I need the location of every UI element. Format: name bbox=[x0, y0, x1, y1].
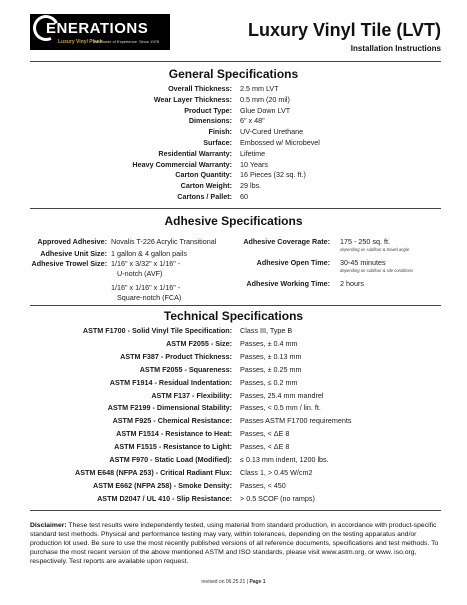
page-number: Page 1 bbox=[249, 579, 266, 585]
technical-spec-label: ASTM E662 (NFPA 258) - Smoke Density: bbox=[93, 480, 232, 490]
adhesive-specs-heading: Adhesive Specifications bbox=[164, 214, 303, 228]
document-title: Luxury Vinyl Tile (LVT) bbox=[247, 20, 441, 40]
general-spec-value: Embossed w/ Microbevel bbox=[240, 138, 320, 147]
technical-spec-value: Passes, < ΔE 8 bbox=[240, 442, 290, 452]
technical-spec-label: ASTM F2055 - Size: bbox=[166, 338, 232, 348]
general-spec-label: Carton Quantity: bbox=[175, 170, 232, 180]
technical-spec-label: ASTM F387 - Product Thickness: bbox=[120, 351, 232, 361]
general-spec-label: Wear Layer Thickness: bbox=[153, 94, 232, 104]
approved-adhesive-label: Approved Adhesive: bbox=[37, 237, 107, 246]
technical-specs-heading: Technical Specifications bbox=[163, 309, 304, 323]
general-spec-label: Carton Weight: bbox=[180, 181, 232, 191]
technical-spec-value: Passes, ± 0.25 mm bbox=[240, 364, 302, 374]
page-footer bbox=[0, 579, 467, 585]
general-specs-heading: General Specifications bbox=[168, 67, 299, 81]
technical-spec-label: ASTM F2055 - Squareness: bbox=[139, 364, 232, 374]
general-spec-label: Cartons / Pallet: bbox=[177, 192, 232, 201]
open-time-note: depending on subfloor & site conditions bbox=[340, 268, 414, 273]
technical-spec-value: Passes, ± 0.4 mm bbox=[240, 338, 298, 348]
document-subtitle: Installation Instructions bbox=[350, 44, 441, 53]
header-divider bbox=[30, 61, 441, 62]
technical-spec-value: Class 1, > 0.45 W/cm2 bbox=[240, 467, 313, 477]
adhesive-open-time-value: 30-45 minutes depending on subfloor & site conditions bbox=[340, 258, 414, 273]
general-spec-label: Residential Warranty: bbox=[158, 148, 232, 158]
adhesive-coverage-label: Adhesive Coverage Rate: bbox=[243, 237, 330, 246]
adhesive-trowel-value-2: U-notch (AVF) bbox=[117, 269, 163, 278]
adhesive-open-time-label: Adhesive Open Time: bbox=[256, 258, 330, 267]
technical-spec-value: Passes, ≤ 0.2 mm bbox=[240, 377, 298, 387]
adhesive-working-time-label: Adhesive Working Time: bbox=[246, 279, 330, 288]
general-spec-value: 60 bbox=[240, 192, 248, 201]
coverage-note: depending on subfloor & trowel angle bbox=[340, 247, 410, 252]
technical-spec-label: ASTM F1914 - Residual Indentation: bbox=[109, 377, 232, 387]
general-spec-value: Lifetime bbox=[240, 148, 266, 158]
technical-spec-value: Passes, < ΔE 8 bbox=[240, 429, 290, 439]
technical-spec-label: ASTM F1515 - Resistance to Light: bbox=[114, 442, 232, 452]
disclaimer-text: These test results were independently tested, using material from standard production, in accordance with product-specific standard test methods. Physical and performance testing may vary, within tolerances, depending on the testing apparatus and/or production lot used. Be sure to use the most recently published versions of all reference documents, specifications and test methods. To purchase the most recent version of the above mentioned ASTM and ISO standards, please visit www.astm.org. or www. iso.org, respectively. Test reports are available upon request. bbox=[30, 522, 439, 565]
general-spec-label: Product Type: bbox=[184, 105, 232, 115]
adhesive-unit-label: Adhesive Unit Size: bbox=[40, 249, 107, 258]
footer-separator: | bbox=[246, 579, 249, 585]
technical-divider bbox=[30, 510, 441, 511]
general-spec-value: 6" x 48" bbox=[240, 116, 265, 126]
generations-logo bbox=[30, 14, 170, 50]
general-spec-label: Overall Thickness: bbox=[168, 84, 232, 93]
adhesive-working-time-value: 2 hours bbox=[340, 279, 364, 288]
general-spec-label: Finish: bbox=[208, 127, 232, 137]
technical-spec-value: > 0.5 SCOF (no ramps) bbox=[240, 493, 315, 503]
general-spec-value: 29 lbs. bbox=[240, 181, 262, 191]
general-spec-label: Dimensions: bbox=[188, 116, 232, 126]
general-spec-value: 10 Years bbox=[240, 159, 268, 169]
disclaimer bbox=[30, 521, 440, 566]
general-spec-value: UV-Cured Urethane bbox=[240, 127, 304, 137]
technical-spec-label: ASTM F1700 - Solid Vinyl Tile Specification: bbox=[82, 326, 232, 335]
logo-tagline-2: The Power of Experience bbox=[92, 39, 137, 44]
technical-spec-value: Passes ASTM F1700 requirements bbox=[240, 416, 352, 426]
technical-spec-value: Passes, < 450 bbox=[240, 480, 286, 490]
technical-spec-label: ASTM E648 (NFPA 253) - Critical Radiant Flux: bbox=[75, 467, 232, 477]
approved-adhesive-value: Novalis T-226 Acrylic Transitional bbox=[111, 237, 217, 246]
adhesive-trowel-label: Adhesive Trowel Size: bbox=[31, 259, 107, 268]
logo-tagline: Luxury Vinyl Plank bbox=[58, 39, 103, 45]
general-spec-value: Glue Down LVT bbox=[240, 105, 291, 115]
general-divider bbox=[30, 208, 441, 209]
technical-spec-label: ASTM F1514 - Resistance to Heat: bbox=[116, 429, 232, 439]
technical-spec-value: Passes, < 0.5 mm / lin. ft. bbox=[240, 403, 321, 413]
general-spec-label: Heavy Commercial Warranty: bbox=[132, 159, 232, 169]
technical-spec-label: ASTM D2047 / UL 410 - Slip Resistance: bbox=[97, 493, 232, 503]
technical-spec-value: Passes, ± 0.13 mm bbox=[240, 351, 302, 361]
adhesive-trowel-value-4: Square-notch (FCA) bbox=[117, 293, 182, 302]
logo-brand: ENERATIONS bbox=[46, 20, 149, 37]
technical-spec-label: ASTM F925 - Chemical Resistance: bbox=[112, 416, 232, 426]
general-spec-value: 2.5 mm LVT bbox=[240, 84, 279, 93]
general-spec-label: Surface: bbox=[203, 138, 232, 147]
adhesive-unit-value: 1 gallon & 4 gallon pails bbox=[111, 249, 187, 258]
technical-spec-value: Class III, Type B bbox=[240, 326, 293, 335]
technical-spec-label: ASTM F2199 - Dimensional Stability: bbox=[107, 403, 232, 413]
general-spec-value: 0.5 mm (20 mil) bbox=[240, 94, 290, 104]
technical-spec-label: ASTM F970 - Static Load (Modified): bbox=[109, 455, 232, 464]
technical-spec-value: ≤ 0.13 mm indent, 1200 lbs. bbox=[240, 455, 329, 464]
adhesive-coverage-value: 175 - 250 sq. ft. depending on subfloor & trowel angle bbox=[340, 237, 410, 252]
general-spec-value: 16 Pieces (32 sq. ft.) bbox=[240, 170, 306, 180]
adhesive-trowel-value-1: 1/16" x 3/32" x 1/16" - bbox=[111, 259, 181, 268]
technical-spec-label: ASTM F137 - Flexibility: bbox=[151, 390, 232, 400]
revised-date: revised on 06.25.21 bbox=[201, 579, 246, 585]
adhesive-divider bbox=[30, 305, 441, 306]
disclaimer-label: Disclaimer: bbox=[30, 522, 67, 529]
adhesive-trowel-value-3: 1/16" x 1/16" x 1/16" - bbox=[111, 283, 181, 292]
logo-tagline-3: Since 1978 bbox=[139, 39, 160, 44]
technical-spec-value: Passes, 25.4 mm mandrel bbox=[240, 390, 324, 400]
